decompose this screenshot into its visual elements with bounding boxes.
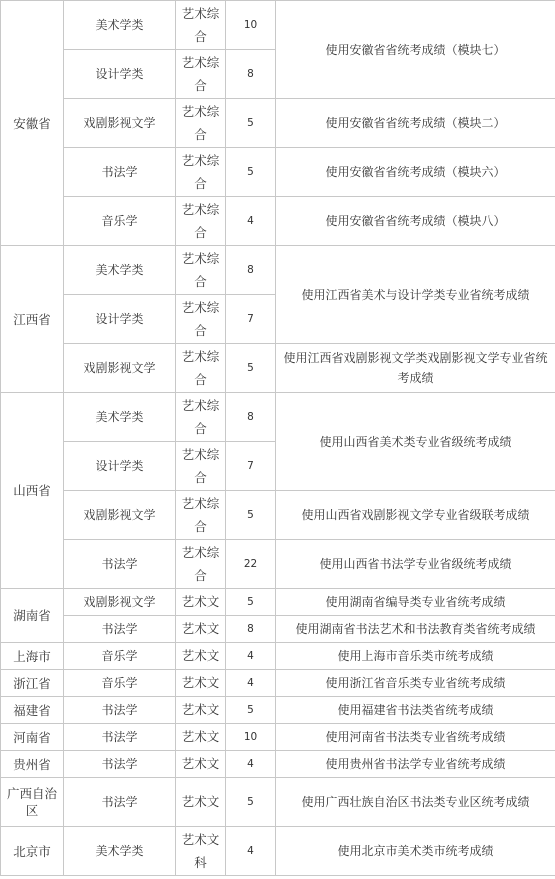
province-cell: 江西省 [1,246,64,393]
table-row [1,540,555,589]
major-cell: 戏剧影视文学 [64,99,176,148]
major-cell: 设计学类 [64,295,176,344]
table-row [1,197,555,246]
category-cell: 艺术文 [176,643,226,670]
count-cell: 7 [226,295,276,344]
province-cell: 上海市 [1,643,64,670]
count-cell: 5 [226,778,276,827]
province-cell: 安徽省 [1,1,64,246]
note-cell: 使用山西省戏剧影视文学专业省级联考成绩 [276,491,555,540]
note-cell: 使用广西壮族自治区书法类专业区统考成绩 [276,778,555,827]
major-cell: 戏剧影视文学 [64,491,176,540]
table-row [1,724,555,751]
major-cell: 戏剧影视文学 [64,344,176,393]
province-cell: 浙江省 [1,670,64,697]
major-cell: 美术学类 [64,393,176,442]
province-cell: 山西省 [1,393,64,589]
table-row [1,751,555,778]
major-cell: 设计学类 [64,50,176,99]
note-cell: 使用江西省美术与设计学类专业省统考成绩 [276,246,555,344]
table-row [1,643,555,670]
major-cell: 书法学 [64,724,176,751]
province-cell: 贵州省 [1,751,64,778]
category-cell: 艺术综合 [176,246,226,295]
major-cell: 美术学类 [64,827,176,876]
category-cell: 艺术综合 [176,99,226,148]
category-cell: 艺术综合 [176,540,226,589]
category-cell: 艺术文 [176,724,226,751]
table-row [1,616,555,643]
major-cell: 书法学 [64,778,176,827]
table-row [1,670,555,697]
province-cell: 河南省 [1,724,64,751]
table-row [1,246,555,295]
count-cell: 4 [226,197,276,246]
note-cell: 使用山西省书法学专业省级统考成绩 [276,540,555,589]
note-cell: 使用河南省书法类专业省统考成绩 [276,724,555,751]
category-cell: 艺术综合 [176,50,226,99]
note-cell: 使用安徽省省统考成绩（模块八） [276,197,555,246]
major-cell: 书法学 [64,697,176,724]
count-cell: 22 [226,540,276,589]
category-cell: 艺术文 [176,670,226,697]
note-cell: 使用上海市音乐类市统考成绩 [276,643,555,670]
note-cell: 使用北京市美术类市统考成绩 [276,827,555,876]
note-cell: 使用安徽省省统考成绩（模块二） [276,99,555,148]
note-cell: 使用江西省戏剧影视文学类戏剧影视文学专业省统考成绩 [276,344,555,393]
category-cell: 艺术文科 [176,827,226,876]
major-cell: 美术学类 [64,1,176,50]
major-cell: 戏剧影视文学 [64,589,176,616]
count-cell: 10 [226,1,276,50]
category-cell: 艺术文 [176,616,226,643]
table-row [1,99,555,148]
table-row [1,697,555,724]
category-cell: 艺术文 [176,778,226,827]
major-cell: 美术学类 [64,246,176,295]
major-cell: 书法学 [64,616,176,643]
major-cell: 书法学 [64,540,176,589]
count-cell: 7 [226,442,276,491]
major-cell: 书法学 [64,148,176,197]
note-cell: 使用浙江省音乐类专业省统考成绩 [276,670,555,697]
count-cell: 4 [226,643,276,670]
table-row [1,148,555,197]
category-cell: 艺术综合 [176,1,226,50]
count-cell: 8 [226,393,276,442]
category-cell: 艺术文 [176,589,226,616]
province-cell: 广西自治区 [1,778,64,827]
note-cell: 使用福建省书法类省统考成绩 [276,697,555,724]
category-cell: 艺术综合 [176,295,226,344]
major-cell: 音乐学 [64,197,176,246]
province-cell: 福建省 [1,697,64,724]
count-cell: 8 [226,616,276,643]
major-cell: 设计学类 [64,442,176,491]
note-cell: 使用山西省美术类专业省级统考成绩 [276,393,555,491]
major-cell: 音乐学 [64,670,176,697]
province-cell: 北京市 [1,827,64,876]
category-cell: 艺术综合 [176,148,226,197]
count-cell: 5 [226,697,276,724]
table-row [1,589,555,616]
note-cell: 使用贵州省书法学专业省统考成绩 [276,751,555,778]
table-row [1,1,555,50]
table-row [1,344,555,393]
category-cell: 艺术文 [176,697,226,724]
category-cell: 艺术综合 [176,344,226,393]
table-row [1,778,555,827]
category-cell: 艺术综合 [176,197,226,246]
note-cell: 使用安徽省省统考成绩（模块六） [276,148,555,197]
table-row [1,827,555,876]
table-row [1,491,555,540]
major-cell: 书法学 [64,751,176,778]
count-cell: 4 [226,827,276,876]
note-cell: 使用安徽省省统考成绩（模块七） [276,1,555,99]
count-cell: 8 [226,50,276,99]
category-cell: 艺术综合 [176,491,226,540]
note-cell: 使用湖南省书法艺术和书法教育类省统考成绩 [276,616,555,643]
category-cell: 艺术综合 [176,442,226,491]
category-cell: 艺术综合 [176,393,226,442]
count-cell: 4 [226,751,276,778]
category-cell: 艺术文 [176,751,226,778]
count-cell: 5 [226,99,276,148]
count-cell: 4 [226,670,276,697]
count-cell: 5 [226,148,276,197]
note-cell: 使用湖南省编导类专业省统考成绩 [276,589,555,616]
count-cell: 10 [226,724,276,751]
count-cell: 8 [226,246,276,295]
province-cell: 湖南省 [1,589,64,643]
count-cell: 5 [226,491,276,540]
count-cell: 5 [226,344,276,393]
table-row [1,393,555,442]
count-cell: 5 [226,589,276,616]
major-cell: 音乐学 [64,643,176,670]
